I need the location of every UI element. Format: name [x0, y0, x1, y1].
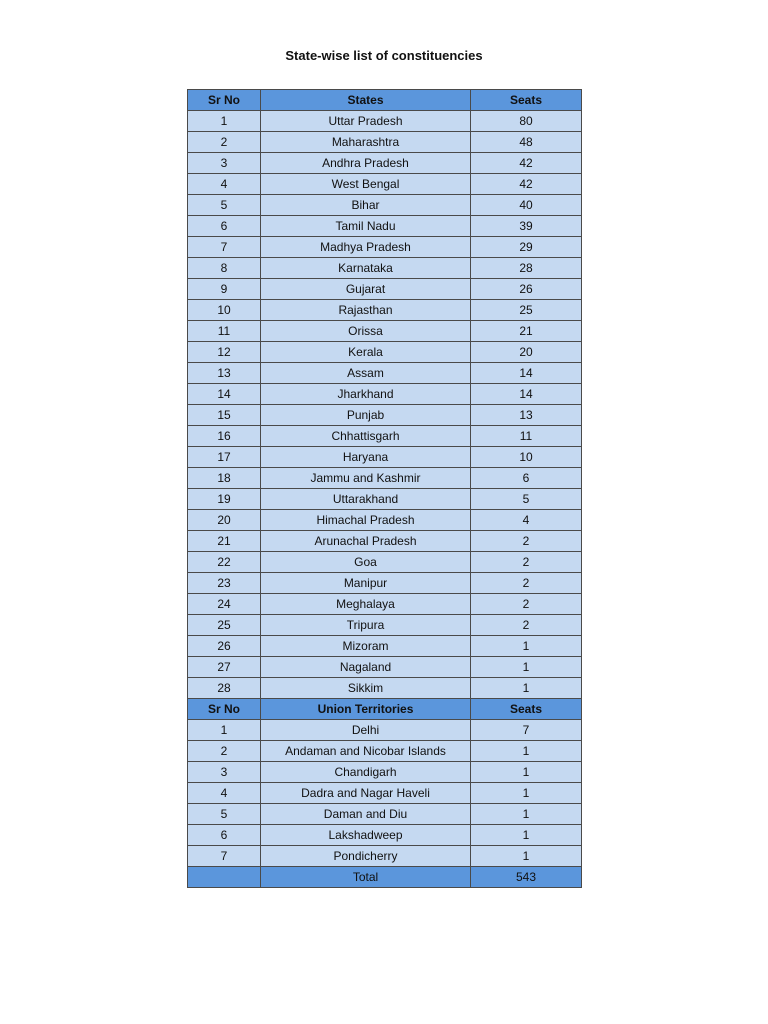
state-row	[188, 279, 582, 300]
state-row	[188, 468, 582, 489]
state-row	[188, 384, 582, 405]
seats-cell: 1	[471, 825, 582, 846]
union-territory-row	[188, 720, 582, 741]
seats-header: Seats	[471, 90, 582, 111]
seats-cell: 40	[471, 195, 582, 216]
union-territory-row	[188, 846, 582, 867]
constituencies-table	[187, 89, 582, 888]
state-name-cell: West Bengal	[261, 174, 471, 195]
state-name-cell: Orissa	[261, 321, 471, 342]
sr-no-cell: 27	[188, 657, 261, 678]
state-row	[188, 405, 582, 426]
sr-no-cell: 14	[188, 384, 261, 405]
state-row	[188, 195, 582, 216]
union-territory-row	[188, 741, 582, 762]
state-name-cell: Manipur	[261, 573, 471, 594]
seats-cell: 21	[471, 321, 582, 342]
sr-no-cell: 13	[188, 363, 261, 384]
state-name-cell: Arunachal Pradesh	[261, 531, 471, 552]
union-territories-header-row	[188, 699, 582, 720]
total-row	[188, 867, 582, 888]
state-row	[188, 216, 582, 237]
state-row	[188, 111, 582, 132]
states-header: States	[261, 90, 471, 111]
seats-cell: 29	[471, 237, 582, 258]
states-header-row	[188, 90, 582, 111]
sr-no-cell: 8	[188, 258, 261, 279]
sr-no-cell: 12	[188, 342, 261, 363]
union-territory-row	[188, 825, 582, 846]
sr-no-cell: 28	[188, 678, 261, 699]
seats-cell: 14	[471, 384, 582, 405]
sr-no-cell: 5	[188, 195, 261, 216]
sr-no-header: Sr No	[188, 90, 261, 111]
seats-cell: 42	[471, 153, 582, 174]
sr-no-cell: 1	[188, 720, 261, 741]
sr-no-cell: 7	[188, 846, 261, 867]
sr-no-cell: 4	[188, 783, 261, 804]
state-name-cell: Jharkhand	[261, 384, 471, 405]
union-territories-header: Union Territories	[261, 699, 471, 720]
seats-cell: 4	[471, 510, 582, 531]
seats-cell: 26	[471, 279, 582, 300]
sr-no-cell: 17	[188, 447, 261, 468]
seats-cell: 2	[471, 552, 582, 573]
sr-no-cell: 2	[188, 132, 261, 153]
state-row	[188, 615, 582, 636]
state-name-cell: Jammu and Kashmir	[261, 468, 471, 489]
state-name-cell: Rajasthan	[261, 300, 471, 321]
union-territory-row	[188, 804, 582, 825]
seats-cell: 1	[471, 762, 582, 783]
sr-no-cell: 21	[188, 531, 261, 552]
total-label: Total	[261, 867, 471, 888]
total-seats-value: 543	[471, 867, 582, 888]
seats-cell: 6	[471, 468, 582, 489]
seats-cell: 2	[471, 531, 582, 552]
state-row	[188, 510, 582, 531]
state-name-cell: Sikkim	[261, 678, 471, 699]
state-row	[188, 594, 582, 615]
seats-cell: 13	[471, 405, 582, 426]
state-row	[188, 573, 582, 594]
state-name-cell: Nagaland	[261, 657, 471, 678]
seats-cell: 25	[471, 300, 582, 321]
sr-no-cell: 3	[188, 153, 261, 174]
sr-no-cell: 23	[188, 573, 261, 594]
seats-cell: 1	[471, 741, 582, 762]
state-row	[188, 342, 582, 363]
seats-cell: 1	[471, 846, 582, 867]
state-row	[188, 321, 582, 342]
state-row	[188, 552, 582, 573]
seats-cell: 39	[471, 216, 582, 237]
sr-no-cell: 15	[188, 405, 261, 426]
state-row	[188, 258, 582, 279]
union-territory-row	[188, 783, 582, 804]
state-name-cell: Madhya Pradesh	[261, 237, 471, 258]
sr-no-cell: 18	[188, 468, 261, 489]
seats-cell: 1	[471, 657, 582, 678]
state-row	[188, 657, 582, 678]
sr-no-cell: 9	[188, 279, 261, 300]
state-name-cell: Tamil Nadu	[261, 216, 471, 237]
sr-no-cell: 19	[188, 489, 261, 510]
seats-cell: 48	[471, 132, 582, 153]
sr-no-cell: 10	[188, 300, 261, 321]
sr-no-cell: 1	[188, 111, 261, 132]
union-territory-name-cell: Pondicherry	[261, 846, 471, 867]
seats-cell: 80	[471, 111, 582, 132]
union-territory-name-cell: Dadra and Nagar Haveli	[261, 783, 471, 804]
state-row	[188, 237, 582, 258]
seats-cell: 1	[471, 804, 582, 825]
state-name-cell: Andhra Pradesh	[261, 153, 471, 174]
union-territory-row	[188, 762, 582, 783]
state-name-cell: Bihar	[261, 195, 471, 216]
sr-no-cell: 25	[188, 615, 261, 636]
state-row	[188, 678, 582, 699]
state-name-cell: Karnataka	[261, 258, 471, 279]
page-title: State-wise list of constituencies	[285, 48, 483, 63]
sr-no-cell: 16	[188, 426, 261, 447]
seats-cell: 14	[471, 363, 582, 384]
sr-no-cell: 5	[188, 804, 261, 825]
sr-no-cell: 20	[188, 510, 261, 531]
state-row	[188, 300, 582, 321]
sr-no-cell: 26	[188, 636, 261, 657]
state-name-cell: Meghalaya	[261, 594, 471, 615]
state-name-cell: Punjab	[261, 405, 471, 426]
total-sr-cell	[188, 867, 261, 888]
seats-cell: 42	[471, 174, 582, 195]
state-row	[188, 132, 582, 153]
sr-no-cell: 2	[188, 741, 261, 762]
state-name-cell: Himachal Pradesh	[261, 510, 471, 531]
state-name-cell: Haryana	[261, 447, 471, 468]
state-name-cell: Mizoram	[261, 636, 471, 657]
sr-no-cell: 6	[188, 825, 261, 846]
seats-cell: 28	[471, 258, 582, 279]
sr-no-cell: 3	[188, 762, 261, 783]
state-row	[188, 531, 582, 552]
state-row	[188, 447, 582, 468]
sr-no-cell: 6	[188, 216, 261, 237]
table-body	[188, 90, 582, 888]
seats-cell: 1	[471, 783, 582, 804]
state-name-cell: Chhattisgarh	[261, 426, 471, 447]
state-name-cell: Maharashtra	[261, 132, 471, 153]
state-name-cell: Kerala	[261, 342, 471, 363]
sr-no-cell: 11	[188, 321, 261, 342]
state-name-cell: Uttarakhand	[261, 489, 471, 510]
union-territory-name-cell: Delhi	[261, 720, 471, 741]
state-row	[188, 489, 582, 510]
state-row	[188, 153, 582, 174]
union-territory-name-cell: Chandigarh	[261, 762, 471, 783]
state-name-cell: Tripura	[261, 615, 471, 636]
sr-no-cell: 7	[188, 237, 261, 258]
state-row	[188, 363, 582, 384]
seats-cell: 11	[471, 426, 582, 447]
seats-cell: 20	[471, 342, 582, 363]
seats-header: Seats	[471, 699, 582, 720]
seats-cell: 2	[471, 615, 582, 636]
state-name-cell: Uttar Pradesh	[261, 111, 471, 132]
seats-cell: 1	[471, 636, 582, 657]
union-territory-name-cell: Lakshadweep	[261, 825, 471, 846]
seats-cell: 2	[471, 594, 582, 615]
state-name-cell: Goa	[261, 552, 471, 573]
seats-cell: 7	[471, 720, 582, 741]
union-territory-name-cell: Daman and Diu	[261, 804, 471, 825]
seats-cell: 2	[471, 573, 582, 594]
seats-cell: 10	[471, 447, 582, 468]
seats-cell: 5	[471, 489, 582, 510]
sr-no-cell: 22	[188, 552, 261, 573]
state-name-cell: Assam	[261, 363, 471, 384]
state-name-cell: Gujarat	[261, 279, 471, 300]
sr-no-header: Sr No	[188, 699, 261, 720]
state-row	[188, 426, 582, 447]
state-row	[188, 636, 582, 657]
seats-cell: 1	[471, 678, 582, 699]
state-row	[188, 174, 582, 195]
union-territory-name-cell: Andaman and Nicobar Islands	[261, 741, 471, 762]
sr-no-cell: 4	[188, 174, 261, 195]
sr-no-cell: 24	[188, 594, 261, 615]
